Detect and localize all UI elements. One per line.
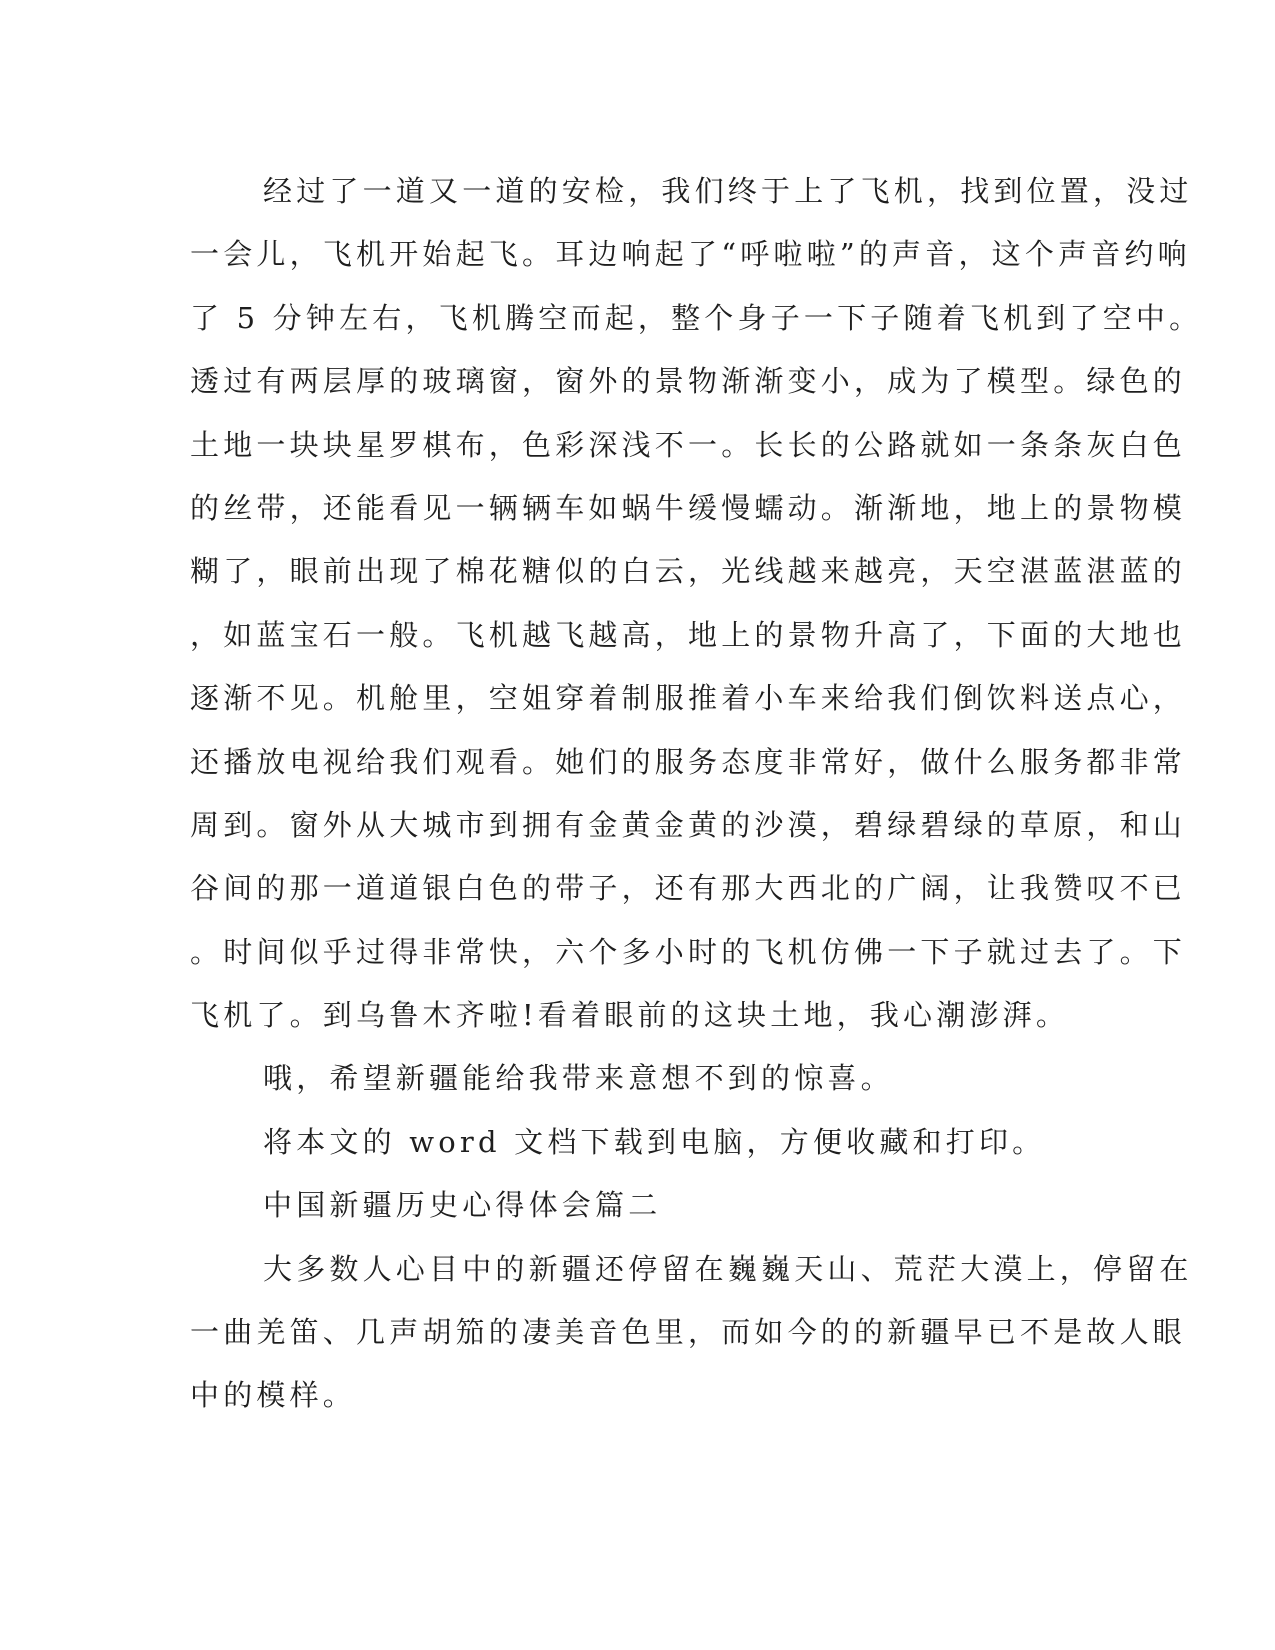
paragraph-line: 谷间的那一道道银白色的带子，还有那大西北的广阔，让我赞叹不已: [190, 871, 1187, 906]
paragraph-line: 哦，希望新疆能给我带来意想不到的惊喜。: [263, 1061, 894, 1096]
paragraph-line: 透过有两层厚的玻璃窗，窗外的景物渐渐变小，成为了模型。绿色的: [190, 364, 1187, 399]
section-heading-text: 中国新疆历史心得体会篇二: [263, 1188, 662, 1223]
paragraph-hope: [190, 1047, 1070, 1110]
paragraph-line: 的丝带，还能看见一辆辆车如蜗牛缓慢蠕动。渐渐地，地上的景物模: [190, 490, 1187, 525]
paragraph-line: 一会儿，飞机开始起飞。耳边响起了“呼啦啦”的声音，这个声音约响: [190, 237, 1191, 272]
paragraph-xinjiang-impression: [190, 1238, 1193, 1428]
paragraph-line: 大多数人心目中的新疆还停留在巍巍天山、荒茫大漠上，停留在: [263, 1251, 1193, 1286]
paragraph-line: 周到。窗外从大城市到拥有金黄金黄的沙漠，碧绿碧绿的草原，和山: [190, 807, 1187, 842]
paragraph-line: 还播放电视给我们观看。她们的服务态度非常好，做什么服务都非常: [190, 744, 1187, 779]
section-heading: [190, 1174, 1070, 1237]
paragraph-line: 经过了一道又一道的安检，我们终于上了飞机，找到位置，没过: [263, 174, 1193, 208]
paragraph-line: 了 5 分钟左右，飞机腾空而起，整个身子一下子随着飞机到了空中。: [190, 300, 1203, 335]
document-body: [190, 160, 1203, 1428]
paragraph-line: 糊了，眼前出现了棉花糖似的白云，光线越来越亮，天空湛蓝湛蓝的: [190, 554, 1187, 589]
paragraph-line: 逐渐不见。机舱里，空姐穿着制服推着小车来给我们倒饮料送点心，: [190, 681, 1187, 716]
paragraph-line: 中的模样。: [190, 1378, 357, 1413]
paragraph-download-note: [190, 1111, 1070, 1174]
paragraph-line: ，如蓝宝石一般。飞机越飞越高，地上的景物升高了，下面的大地也: [190, 617, 1187, 652]
paragraph-line: 将本文的 word 文档下载到电脑，方便收藏和打印。: [263, 1124, 1046, 1159]
paragraph-line: 土地一块块星罗棋布，色彩深浅不一。长长的公路就如一条条灰白色: [190, 427, 1187, 462]
paragraph-line: 一曲羌笛、几声胡笳的凄美音色里，而如今的的新疆早已不是故人眼: [190, 1315, 1187, 1350]
paragraph-line: 。时间似乎过得非常快，六个多小时的飞机仿佛一下子就过去了。下: [190, 934, 1187, 969]
paragraph-line: 飞机了。到乌鲁木齐啦!看着眼前的这块土地，我心潮澎湃。: [190, 998, 1070, 1033]
paragraph-flight: [190, 160, 1203, 1047]
